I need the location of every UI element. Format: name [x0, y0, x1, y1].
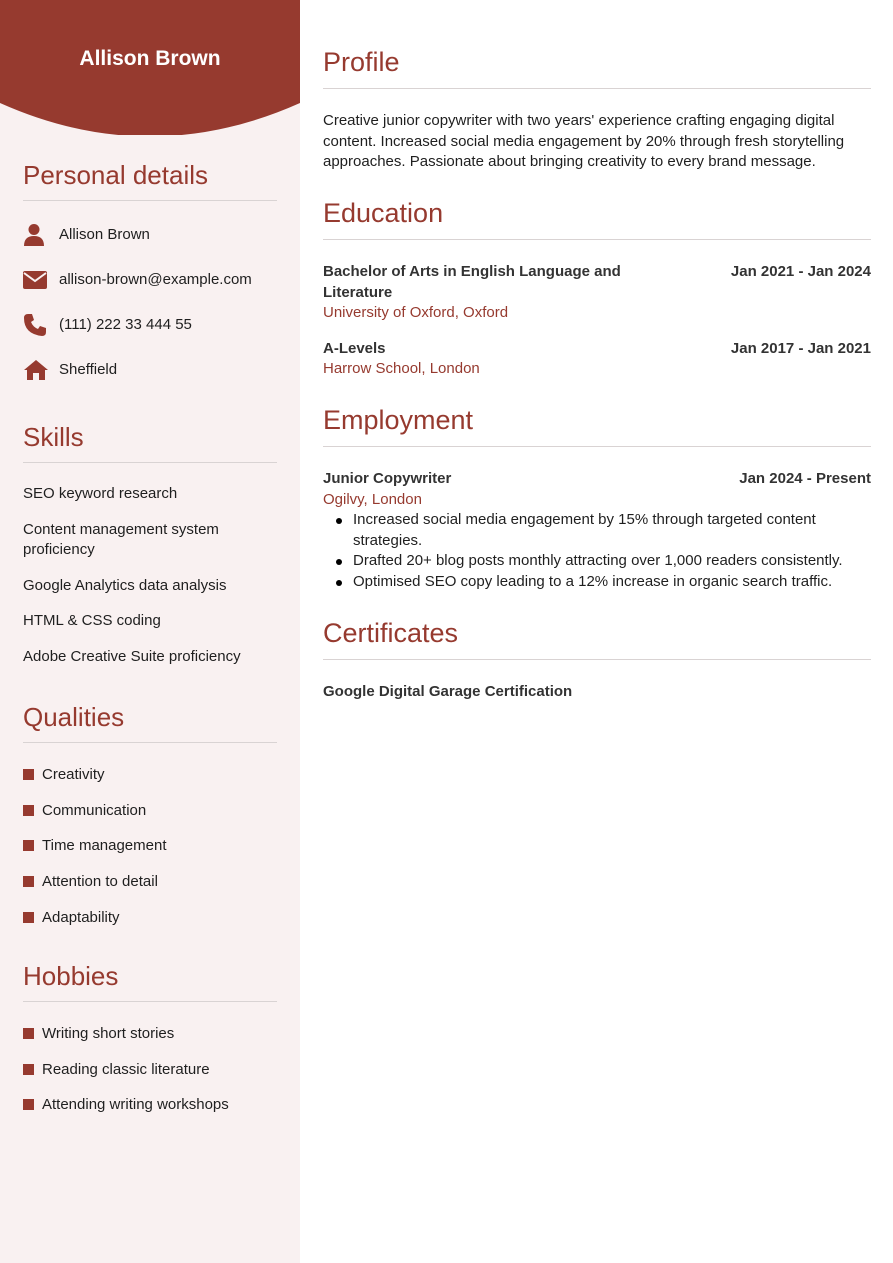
quality-item: Attention to detail — [23, 864, 277, 900]
school-name: University of Oxford, Oxford — [323, 304, 509, 321]
detail-phone-text[interactable]: (111) 222 33 444 55 — [59, 316, 192, 333]
person-icon — [23, 223, 51, 247]
envelope-icon — [23, 271, 51, 289]
phone-icon — [23, 313, 51, 337]
name-header — [0, 0, 300, 135]
company-name: Ogilvy, London — [323, 490, 422, 508]
square-bullet-icon — [23, 805, 34, 816]
personal-details-title: Personal details — [23, 160, 277, 201]
detail-email-text[interactable]: allison-brown@example.com — [59, 271, 252, 288]
education-entry — [323, 262, 871, 324]
skill-item: Content management system proficiency — [23, 520, 219, 558]
sidebar — [0, 0, 300, 1263]
hobbies-title: Hobbies — [23, 961, 277, 1002]
education-title: Education — [323, 198, 871, 240]
certificate-item: Google Digital Garage Certification — [323, 683, 573, 700]
profile-title: Profile — [323, 47, 871, 89]
education-dates: Jan 2017 - Jan 2021 — [730, 339, 871, 357]
employment-title: Employment — [323, 405, 871, 447]
job-role: Junior Copywriter — [323, 470, 452, 487]
achievement-item: Optimised SEO copy leading to a 12% increase in organic search traffic. — [353, 572, 871, 593]
certificates-section — [323, 618, 871, 703]
quality-item: Communication — [23, 793, 277, 829]
hobby-item: Writing short stories — [23, 1016, 277, 1052]
certificates-title: Certificates — [323, 618, 871, 660]
candidate-name: Allison Brown — [79, 47, 221, 70]
education-entry — [323, 339, 871, 380]
personal-details-section — [23, 160, 277, 392]
detail-email — [23, 257, 277, 302]
skill-item: Google Analytics data analysis — [23, 576, 227, 594]
quality-item: Adaptability — [23, 899, 277, 935]
detail-phone — [23, 302, 277, 347]
degree-title: Bachelor of Arts in English Language and Literature — [323, 263, 621, 301]
education-section — [323, 198, 871, 380]
school-name: Harrow School, London — [323, 360, 480, 377]
hobby-item: Reading classic literature — [23, 1052, 277, 1088]
achievement-item: Increased social media engagement by 15% through targeted content strategies. — [353, 510, 871, 551]
square-bullet-icon — [23, 1064, 34, 1075]
square-bullet-icon — [23, 769, 34, 780]
profile-text: Creative junior copywriter with two years' experience crafting engaging digital content. Increased social media engagement by 20% through fresh storytelling approaches. Passionate about bringing creativity to every brand message. — [323, 112, 845, 170]
qualities-title: Qualities — [23, 702, 277, 743]
skills-title: Skills — [23, 422, 277, 463]
skill-item: SEO keyword research — [23, 485, 178, 502]
skill-item: HTML & CSS coding — [23, 612, 161, 629]
achievement-list — [353, 510, 871, 592]
employment-entry — [323, 469, 871, 592]
profile-section — [323, 47, 871, 173]
achievement-item: Drafted 20+ blog posts monthly attracting over 1,000 readers consistently. — [353, 551, 871, 572]
degree-title: A-Levels — [323, 339, 386, 357]
detail-location — [23, 347, 277, 392]
skills-section — [23, 422, 277, 667]
home-icon — [23, 359, 51, 381]
qualities-section — [23, 702, 277, 935]
quality-item: Time management — [23, 828, 277, 864]
square-bullet-icon — [23, 1099, 34, 1110]
quality-item: Creativity — [23, 757, 277, 793]
detail-name-text: Allison Brown — [59, 226, 150, 243]
square-bullet-icon — [23, 1028, 34, 1039]
skill-item: Adobe Creative Suite proficiency — [23, 647, 241, 665]
education-dates: Jan 2021 - Jan 2024 — [730, 263, 871, 280]
square-bullet-icon — [23, 840, 34, 851]
hobbies-section — [23, 961, 277, 1123]
square-bullet-icon — [23, 912, 34, 923]
square-bullet-icon — [23, 876, 34, 887]
employment-section — [323, 405, 871, 592]
detail-location-text: Sheffield — [59, 361, 118, 378]
hobby-item: Attending writing workshops — [23, 1087, 277, 1123]
detail-name — [23, 212, 277, 257]
employment-dates: Jan 2024 - Present — [739, 470, 871, 487]
